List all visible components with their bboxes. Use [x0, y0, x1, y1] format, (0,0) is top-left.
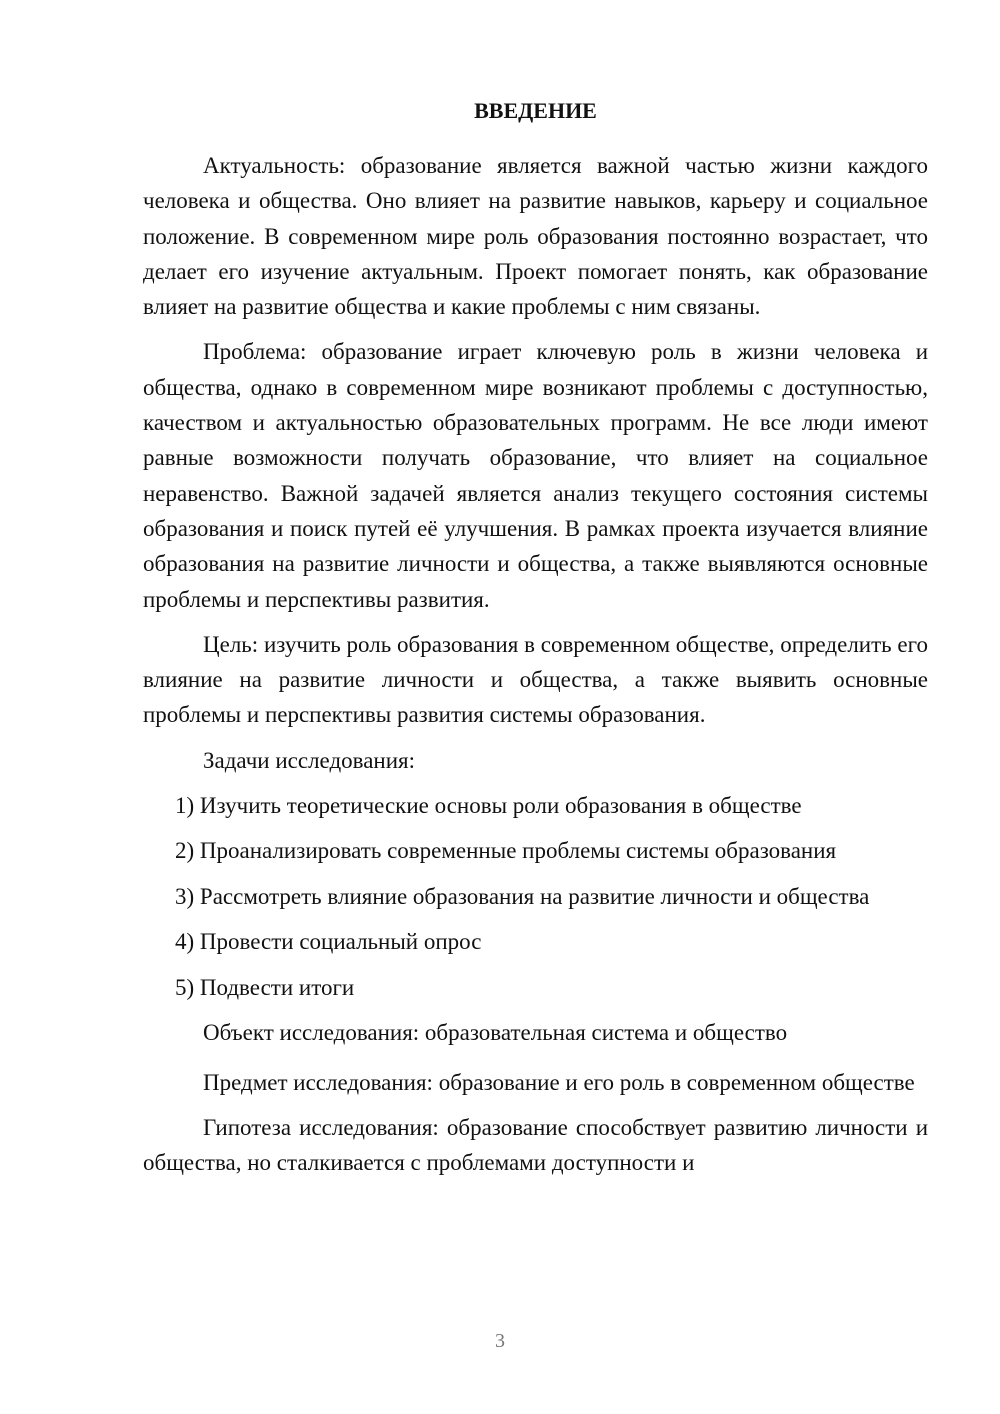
- task-item: 4) Провести социальный опрос: [175, 929, 482, 955]
- task-item: 2) Проанализировать современные проблемы системы образования: [175, 838, 837, 864]
- section-title: ВВЕДЕНИЕ: [474, 98, 597, 123]
- tasks-heading: Задачи исследования:: [203, 747, 416, 773]
- task-item: 1) Изучить теоретические основы роли образования в обществе: [175, 792, 802, 818]
- page-number: 3: [495, 1330, 505, 1352]
- paragraph-goal: Цель: изучить роль образования в современном обществе, определить его влияние на развитие личности и общества, а также выявить основные проблемы и перспективы развития системы образования.: [143, 631, 928, 728]
- task-item: 5) Подвести итоги: [175, 974, 355, 1000]
- tasks-list: [143, 788, 928, 1005]
- document-page: [143, 96, 928, 1190]
- paragraph-relevance: Актуальность: образование является важной частью жизни каждого человека и общества. Оно влияет на развитие навыков, карьеру и социальное положение. В современном мире роль образования постоянно возрастает, что делает его изучение актуальным. Проект помогает понять, как образование влияет на развитие общества и какие проблемы с ним связаны.: [143, 153, 928, 320]
- paragraph-hypothesis: Гипотеза исследования: образование способствует развитию личности и общества, но сталкивается с проблемами доступности и: [143, 1114, 928, 1176]
- paragraph-object: Объект исследования: образовательная система и общество: [203, 1020, 788, 1046]
- paragraph-problem: Проблема: образование играет ключевую роль в жизни человека и общества, однако в современном мире возникают проблемы с доступностью, качеством и актуальностью образовательных программ. Не все люди имеют равные возможности получать образование, что влияет на социальное неравенство. Важной задачей является анализ текущего состояния системы образования и поиск путей её улучшения. В рамках проекта изучается влияние образования на развитие личности и общества, а также выявляются основные проблемы и перспективы развития.: [143, 339, 928, 612]
- paragraph-subject: Предмет исследования: образование и его роль в современном обществе: [203, 1069, 915, 1095]
- task-item: 3) Рассмотреть влияние образования на развитие личности и общества: [175, 883, 870, 909]
